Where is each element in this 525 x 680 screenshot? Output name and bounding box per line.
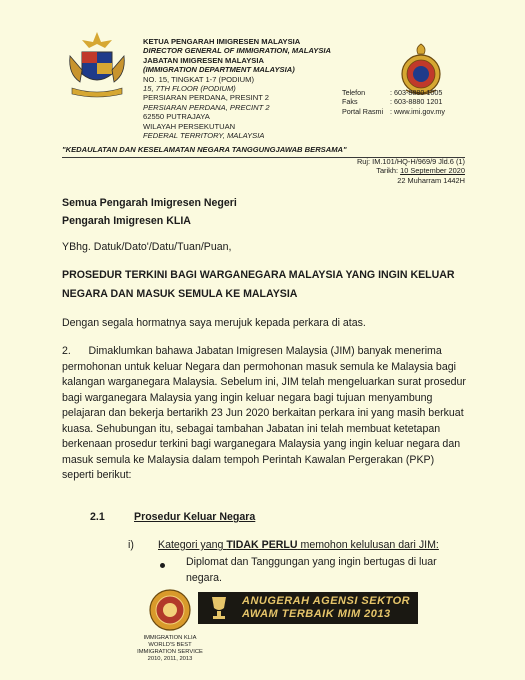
address-line: NO. 15, TINGKAT 1-7 (PODIUM) (143, 74, 254, 84)
bullet-line: negara. (186, 571, 222, 584)
para-line: berkenaan prosedur terkini bagi warganegara Malaysia yang ingin keluar negara dan (62, 438, 461, 450)
address-line: PERSIARAN PERDANA, PRECINT 2 (143, 102, 270, 112)
letterhead-dept-ms: JABATAN IMIGRESEN MALAYSIA (143, 55, 264, 65)
item-roman: i) (128, 539, 134, 551)
letterhead-title-en: DIRECTOR GENERAL OF IMMIGRATION, MALAYSIA (143, 46, 332, 56)
address-line: PERSIARAN PERDANA, PRESINT 2 (143, 93, 270, 103)
contact-label: Faks (342, 97, 358, 107)
para-line: pelajaran dan bekerja bertarikh 23 Jun 2020 berkaitan perkara ini yang masih berkuat (62, 407, 464, 419)
reference-number: Ruj: IM.101/HQ-H/969/9 Jld.6 (1) (356, 157, 465, 166)
item-i-bold: TIDAK PERLU (226, 539, 298, 551)
reference-block (357, 157, 465, 185)
bullet-line: Diplomat dan Tanggungan yang ingin bertugas di luar (186, 556, 437, 568)
item-i-prefix: Kategori yang (158, 539, 227, 551)
badge-caption (110, 635, 230, 663)
hijri-date: 22 Muharram 1442H (397, 175, 465, 185)
recipient-1: Semua Pengarah Imigresen Negeri (62, 197, 237, 209)
contact-row-phone (342, 88, 445, 97)
section-number: 2.1 (90, 511, 105, 523)
contact-row-fax (342, 97, 445, 106)
recipient-2: Pengarah Imigresen KLIA (62, 215, 191, 227)
date-line (357, 166, 465, 175)
item-i-text (158, 538, 439, 554)
badge-line: IMMIGRATION SERVICE (137, 649, 203, 655)
address-line: FEDERAL TERRITORY, MALAYSIA (143, 131, 265, 141)
para-line: permohonan untuk keluar Negara dan permohonan masuk semula ke Malaysia bagi (62, 360, 456, 373)
item-i-suffix: memohon kelulusan dari JIM: (297, 539, 439, 551)
opening-line: Dengan segala hormatnya saya merujuk kepada perkara di atas. (62, 317, 366, 329)
badge-line: WORLD'S BEST (148, 642, 192, 648)
banner-line: ANUGERAH AGENSI SEKTOR (242, 595, 411, 607)
date-value: 10 September 2020 (400, 166, 465, 176)
salutation: YBhg. Datuk/Dato'/Datu/Tuan/Puan, (62, 241, 232, 253)
para-line: kuasa. Sehubungan itu, sebagai tambahan Jabatan ini telah membuat ketetapan (62, 422, 441, 435)
subject-title (62, 266, 455, 304)
letterhead-dept-en: (IMMIGRATION DEPARTMENT MALAYSIA) (143, 65, 295, 75)
bullet-text (186, 555, 437, 586)
contact-value: : www.imi.gov.my (390, 106, 445, 116)
date-label: Tarikh: (376, 166, 401, 176)
badge-line: IMMIGRATION KLIA (143, 635, 197, 641)
motto: "KEDAULATAN DAN KESELAMATAN NEGARA TANGGUNGJAWAB BERSAMA" (62, 145, 347, 154)
subject-line: PROSEDUR TERKINI BAGI WARGANEGARA MALAYSIA YANG INGIN KELUAR (62, 269, 455, 281)
contact-row-portal (342, 107, 445, 116)
para-line: bagi warganegara Malaysia yang ingin keluar negara bagi tujuan menyambung (62, 391, 433, 404)
coat-of-arms-logo (62, 30, 132, 100)
contact-value: : 603-8880 1005 (390, 88, 443, 97)
badge-line: 2010, 2011, 2013 (147, 656, 193, 662)
para-line: seperti berikut: (62, 469, 132, 481)
letterhead-block (143, 37, 331, 140)
address-line: 62550 PUTRAJAYA (143, 112, 210, 122)
paragraph-2 (62, 344, 476, 484)
para-line: kalangan warganegara Malaysia. Sebelum ini, JIM telah mengeluarkan surat prosedur (62, 376, 466, 388)
address-line: WILAYAH PERSEKUTUAN (143, 121, 236, 131)
klia-award-badge (148, 588, 192, 632)
para-line: masuk semula ke Malaysia dalam tempoh Perintah Kawalan Pergerakan (PKP) (62, 453, 435, 466)
para-line: 2. Dimaklumkan bahawa Jabatan Imigresen Malaysia (JIM) banyak menerima (62, 345, 442, 357)
contact-label: Portal Rasmi (342, 106, 384, 116)
bullet-icon (160, 563, 165, 568)
contact-block (342, 88, 445, 116)
contact-value: : 603-8880 1201 (390, 97, 443, 107)
letterhead-title-ms: KETUA PENGARAH IMIGRESEN MALAYSIA (143, 37, 301, 46)
section-title: Prosedur Keluar Negara (134, 511, 256, 523)
banner-line: AWAM TERBAIK MIM 2013 (242, 608, 391, 620)
award-trophy-icon (204, 594, 234, 622)
address-line: 15, 7TH FLOOR (PODIUM) (143, 84, 236, 94)
contact-label: Telefon (342, 88, 366, 97)
subject-line: NEGARA DAN MASUK SEMULA KE MALAYSIA (62, 288, 298, 300)
